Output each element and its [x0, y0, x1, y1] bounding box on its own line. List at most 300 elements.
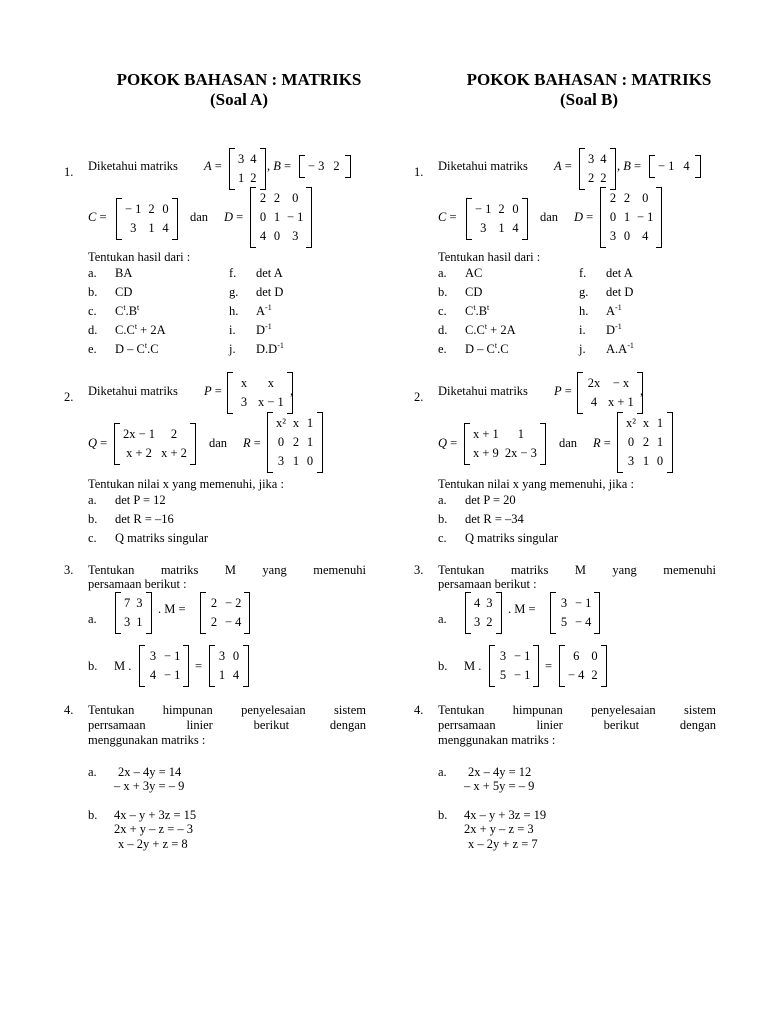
matrix-b [649, 155, 701, 178]
question-text: Tentukan himpunan penyelesaian sistem [438, 703, 716, 717]
item-text-part: .C [497, 342, 509, 356]
matrix-cell: 1 [148, 221, 155, 235]
math-label: Q = [88, 436, 108, 450]
item-text-part: Q matriks singular [465, 531, 559, 545]
matrix-cell: 3 [238, 152, 245, 166]
math-label: , [640, 384, 644, 398]
item-letter: d. [88, 323, 98, 337]
matrix-cell: x [642, 416, 650, 430]
item-letter: a. [88, 612, 97, 626]
matrix-cell: 2 [591, 668, 598, 682]
page-subtitle: (Soal B) [559, 90, 619, 109]
matrix-cell: 1 [517, 427, 524, 441]
math-label: C = [438, 210, 457, 224]
item-letter: b. [88, 512, 98, 526]
answer-item [606, 342, 634, 357]
question-number: 4. [64, 703, 74, 717]
item-superscript: t [484, 321, 488, 331]
item-superscript: t [487, 302, 490, 312]
math-label: P = [554, 384, 572, 398]
answer-item [115, 266, 132, 281]
item-text-part: D.D [256, 342, 278, 356]
item-superscript: -1 [627, 340, 634, 350]
answer-item [115, 304, 139, 319]
item-letter: i. [229, 323, 236, 337]
math-label: Q = [438, 436, 458, 450]
answer-item [465, 531, 558, 546]
matrix-cell: 2 [623, 191, 631, 205]
matrix-cell: 2 [250, 171, 257, 185]
question-text: menggunakan matriks : [438, 733, 556, 747]
matrix-q [114, 423, 196, 465]
answer-item [465, 493, 516, 508]
matrix-cell: 2 [292, 435, 300, 449]
answer-item [115, 531, 208, 546]
item-letter: h. [229, 304, 239, 318]
item-superscript: -1 [265, 321, 272, 331]
matrix-cell: x + 1 [608, 395, 634, 409]
matrix-cell: 3 [486, 596, 493, 610]
item-letter: e. [88, 342, 97, 356]
question-intro: Diketahui matriks [438, 384, 528, 398]
matrix-cell: 0 [162, 202, 169, 216]
item-text-part: det A [606, 266, 633, 280]
math-label: P = [204, 384, 222, 398]
item-text-part: det R = –34 [465, 512, 524, 526]
item-letter: b. [88, 659, 98, 673]
matrix-cell: 0 [656, 454, 664, 468]
item-text-part: .B [125, 304, 138, 318]
matrix-left [139, 645, 189, 687]
matrix-cell: 3 [609, 229, 617, 243]
answer-item [115, 342, 159, 357]
matrix-cell: 0 [627, 435, 635, 449]
item-letter: g. [229, 285, 239, 299]
matrix-cell: x + 9 [473, 446, 499, 460]
math-label: , B = [617, 159, 642, 173]
item-text-part: det D [606, 285, 634, 299]
item-superscript: t [494, 340, 498, 350]
item-letter: a. [438, 765, 447, 779]
matrix-cell: 0 [512, 202, 519, 216]
item-text-part: det A [256, 266, 283, 280]
item-letter: g. [579, 285, 589, 299]
item-letter: a. [88, 765, 97, 779]
question-number: 2. [64, 390, 74, 404]
answer-item [256, 342, 284, 357]
item-text-part: D [606, 323, 616, 337]
question-text: perrsamaan linier berikut dengan [88, 718, 366, 732]
matrix-cell: x − 1 [258, 395, 284, 409]
item-letter: j. [229, 342, 236, 356]
matrix-cell: 5 [499, 668, 507, 682]
matrix-cell: 3 [588, 152, 595, 166]
matrix-right [209, 645, 249, 687]
item-text-part: C [465, 304, 474, 318]
matrix-cell: 1 [623, 210, 631, 224]
answer-item [256, 304, 272, 319]
equation: – x + 5y = – 9 [464, 779, 535, 793]
equation: 2x + y – z = – 3 [114, 822, 194, 836]
matrix-cell: 3 [149, 649, 157, 663]
item-text-part: BA [115, 266, 133, 280]
matrix-cell: 4 [600, 152, 607, 166]
question-ask: Tentukan nilai x yang memenuhi, jika : [438, 477, 634, 491]
item-letter: d. [438, 323, 448, 337]
answer-item [256, 323, 272, 338]
matrix-cell: 1 [642, 454, 650, 468]
matrix-cell: − 4 [568, 668, 585, 682]
matrix-cell: x [240, 376, 248, 390]
matrix-cell: 1 [656, 435, 664, 449]
matrix-right [550, 592, 600, 634]
matrix-cell: 0 [642, 191, 649, 205]
matrix-cell: 1 [273, 210, 281, 224]
matrix-p [577, 372, 643, 414]
matrix-cell: − 1 [514, 649, 531, 663]
question-intro: Diketahui matriks [88, 159, 178, 173]
matrix-cell: 1 [292, 454, 300, 468]
question-number: 4. [414, 703, 424, 717]
matrix-d [250, 187, 312, 248]
matrix-cell: 3 [240, 395, 248, 409]
matrix-cell: − 2 [225, 596, 242, 610]
matrix-cell: 6 [573, 649, 580, 663]
matrix-d [600, 187, 662, 248]
item-letter: c. [88, 531, 97, 545]
item-letter: a. [88, 266, 97, 280]
matrix-cell: 2 [210, 615, 218, 629]
equation: 4x – y + 3z = 15 [114, 808, 197, 822]
matrix-cell: 3 [292, 229, 299, 243]
item-letter: b. [438, 659, 448, 673]
matrix-cell: 2 [273, 191, 281, 205]
dan-text: dan [559, 436, 578, 450]
question-text: persamaan berikut : [88, 577, 187, 591]
matrix-cell: 2 [642, 435, 650, 449]
matrix-c [466, 198, 528, 240]
matrix-cell: 3 [218, 649, 226, 663]
equation: x – 2y + z = 7 [468, 837, 538, 851]
matrix-cell: 2 [609, 191, 617, 205]
item-letter: b. [88, 808, 98, 822]
item-superscript: -1 [265, 302, 272, 312]
equation: 2x + y – z = 3 [464, 822, 534, 836]
item-superscript: t [473, 302, 476, 312]
matrix-cell: 2 [588, 171, 595, 185]
math-op: M . [464, 659, 482, 673]
item-superscript: t [134, 321, 138, 331]
matrix-cell: 1 [238, 171, 245, 185]
item-text-part: det P = 20 [465, 493, 516, 507]
math-label: R = [593, 436, 611, 450]
item-text-part: C.C [465, 323, 485, 337]
matrix-cell: 1 [498, 221, 505, 235]
question-number: 3. [414, 563, 424, 577]
matrix-cell: 3 [277, 454, 285, 468]
answer-item [465, 266, 482, 281]
matrix-r [617, 412, 673, 473]
question-ask: Tentukan hasil dari : [438, 250, 541, 264]
item-superscript: -1 [277, 340, 284, 350]
item-letter: b. [438, 808, 448, 822]
matrix-cell: 4 [259, 229, 267, 243]
matrix-cell: 4 [149, 668, 157, 682]
math-label: C = [88, 210, 107, 224]
item-text-part: D – C [465, 342, 495, 356]
matrix-left [465, 592, 502, 634]
matrix-cell: 4 [250, 152, 257, 166]
equation: x – 2y + z = 8 [118, 837, 188, 851]
question-text: perrsamaan linier berikut dengan [438, 718, 716, 732]
matrix-a [579, 148, 616, 190]
item-letter: i. [579, 323, 586, 337]
item-text-part: A [256, 304, 266, 318]
matrix-cell: 4 [162, 221, 169, 235]
matrix-cell: 2 [148, 202, 155, 216]
math-label: , [290, 384, 294, 398]
item-text-part: det P = 12 [115, 493, 166, 507]
answer-item [606, 323, 622, 338]
matrix-a [229, 148, 266, 190]
item-text-part: CD [465, 285, 483, 299]
item-letter: j. [579, 342, 586, 356]
matrix-left [489, 645, 539, 687]
matrix-cell: 3 [480, 221, 487, 235]
matrix-cell: 1 [306, 435, 314, 449]
matrix-cell: − 4 [575, 615, 592, 629]
matrix-left [115, 592, 152, 634]
answer-item [256, 285, 283, 300]
item-text-part: + 2A [487, 323, 516, 337]
item-text-part: A.A [606, 342, 628, 356]
matrix-cell: 2 [170, 427, 178, 441]
matrix-cell: 3 [474, 615, 481, 629]
answer-item [465, 304, 489, 319]
page-subtitle: (Soal A) [209, 90, 269, 109]
matrix-cell: − 3 [308, 159, 325, 173]
math-label: D = [574, 210, 594, 224]
matrix-cell: 2 [498, 202, 505, 216]
equation: 2x – 4y = 12 [468, 765, 532, 779]
matrix-cell: − 4 [225, 615, 242, 629]
matrix-cell: 0 [277, 435, 285, 449]
matrix-cell: 0 [609, 210, 617, 224]
matrix-cell: 2 [210, 596, 218, 610]
matrix-cell: 4 [232, 668, 240, 682]
item-text-part: D [256, 323, 266, 337]
item-text-part: det D [256, 285, 284, 299]
matrix-cell: − 1 [125, 202, 142, 216]
matrix-cell: 2x − 1 [123, 427, 156, 441]
question-intro: Diketahui matriks [88, 384, 178, 398]
item-text-part: + 2A [137, 323, 166, 337]
matrix-cell: x² [276, 416, 286, 430]
matrix-cell: x² [626, 416, 636, 430]
item-text-part: C.C [115, 323, 135, 337]
page-title: POKOK BAHASAN : MATRIKS [116, 70, 362, 89]
item-superscript: t [144, 340, 148, 350]
question-text: Tentukan matriks M yang memenuhi [88, 563, 366, 577]
matrix-cell: 0 [306, 454, 314, 468]
item-text-part: .C [147, 342, 159, 356]
matrix-cell: 1 [656, 416, 664, 430]
item-letter: h. [579, 304, 589, 318]
matrix-cell: x [267, 376, 275, 390]
question-number: 3. [64, 563, 74, 577]
dan-text: dan [209, 436, 228, 450]
matrix-cell: − 1 [658, 159, 675, 173]
item-letter: a. [438, 266, 447, 280]
question-number: 2. [414, 390, 424, 404]
item-superscript: t [123, 302, 126, 312]
item-superscript: -1 [615, 321, 622, 331]
matrix-cell: 1 [136, 615, 143, 629]
answer-item [115, 493, 166, 508]
matrix-cell: 2x − 3 [504, 446, 537, 460]
math-op: = [545, 659, 553, 673]
question-ask: Tentukan hasil dari : [88, 250, 191, 264]
matrix-right [200, 592, 250, 634]
matrix-cell: x + 2 [126, 446, 152, 460]
question-number: 1. [414, 165, 424, 179]
matrix-cell: 3 [124, 615, 131, 629]
matrix-cell: 0 [273, 229, 281, 243]
answer-item [606, 304, 622, 319]
equation: 2x – 4y = 14 [118, 765, 182, 779]
matrix-cell: 4 [512, 221, 519, 235]
matrix-cell: x [292, 416, 300, 430]
matrix-cell: 4 [642, 229, 649, 243]
item-letter: b. [88, 285, 98, 299]
question-text: Tentukan himpunan penyelesaian sistem [88, 703, 366, 717]
equation: – x + 3y = – 9 [114, 779, 185, 793]
dan-text: dan [190, 210, 209, 224]
matrix-cell: 4 [474, 596, 481, 610]
answer-item [115, 323, 166, 338]
matrix-cell: 0 [623, 229, 631, 243]
matrix-cell: x + 1 [473, 427, 499, 441]
matrix-cell: 3 [627, 454, 635, 468]
matrix-b [299, 155, 351, 178]
matrix-cell: 2 [486, 615, 493, 629]
question-ask: Tentukan nilai x yang memenuhi, jika : [88, 477, 284, 491]
item-text-part: C [115, 304, 124, 318]
item-superscript: -1 [615, 302, 622, 312]
matrix-r [267, 412, 323, 473]
item-text-part: AC [465, 266, 483, 280]
question-intro: Diketahui matriks [438, 159, 528, 173]
question-text: Tentukan matriks M yang memenuhi [438, 563, 716, 577]
equation: 4x – y + 3z = 19 [464, 808, 547, 822]
question-text: menggunakan matriks : [88, 733, 206, 747]
matrix-cell: 2 [600, 171, 607, 185]
item-letter: a. [88, 493, 97, 507]
matrix-cell: − 1 [514, 668, 531, 682]
matrix-cell: − 1 [287, 210, 304, 224]
math-op: M . [114, 659, 132, 673]
item-text-part: det R = –16 [115, 512, 174, 526]
matrix-cell: 5 [560, 615, 568, 629]
matrix-p [227, 372, 293, 414]
answer-item [606, 266, 633, 281]
item-letter: e. [438, 342, 447, 356]
answer-item [465, 285, 482, 300]
item-letter: f. [579, 266, 587, 280]
matrix-cell: 1 [218, 668, 226, 682]
answer-item [256, 266, 283, 281]
answer-item [465, 323, 516, 338]
matrix-cell: 4 [590, 395, 598, 409]
matrix-cell: 4 [683, 159, 690, 173]
page-title: POKOK BAHASAN : MATRIKS [466, 70, 712, 89]
item-letter: c. [88, 304, 97, 318]
item-letter: b. [438, 285, 448, 299]
answer-item [465, 342, 509, 357]
matrix-cell: − x [612, 376, 630, 390]
question-text: persamaan berikut : [438, 577, 537, 591]
math-label: A = [204, 159, 222, 173]
item-letter: c. [438, 304, 447, 318]
answer-item [115, 285, 132, 300]
matrix-cell: 2 [259, 191, 267, 205]
matrix-cell: 0 [232, 649, 240, 663]
answer-item [115, 512, 174, 527]
matrix-cell: 0 [591, 649, 598, 663]
item-text-part: D – C [115, 342, 145, 356]
matrix-cell: 0 [292, 191, 299, 205]
math-label: R = [243, 436, 261, 450]
math-label: D = [224, 210, 244, 224]
answer-item [465, 512, 524, 527]
item-letter: c. [438, 531, 447, 545]
item-superscript: t [137, 302, 140, 312]
math-label: A = [554, 159, 572, 173]
matrix-cell: 1 [306, 416, 314, 430]
question-number: 1. [64, 165, 74, 179]
matrix-cell: 7 [124, 596, 131, 610]
math-label: , B = [267, 159, 292, 173]
math-op: . M = [508, 602, 536, 616]
item-text-part: Q matriks singular [115, 531, 209, 545]
matrix-cell: 0 [259, 210, 267, 224]
matrix-cell: 3 [136, 596, 143, 610]
item-text-part: CD [115, 285, 133, 299]
matrix-cell: − 1 [164, 668, 181, 682]
matrix-cell: − 1 [637, 210, 654, 224]
matrix-cell: − 1 [164, 649, 181, 663]
item-text-part: A [606, 304, 616, 318]
matrix-cell: 3 [130, 221, 137, 235]
item-text-part: .B [475, 304, 488, 318]
matrix-right [559, 645, 607, 687]
math-op: . M = [158, 602, 186, 616]
matrix-q [464, 423, 546, 465]
matrix-cell: − 1 [475, 202, 492, 216]
matrix-cell: 2 [333, 159, 340, 173]
matrix-cell: 3 [499, 649, 507, 663]
matrix-cell: 3 [560, 596, 568, 610]
item-letter: b. [438, 512, 448, 526]
matrix-cell: − 1 [575, 596, 592, 610]
answer-item [606, 285, 633, 300]
item-letter: a. [438, 493, 447, 507]
item-letter: f. [229, 266, 237, 280]
item-letter: a. [438, 612, 447, 626]
math-op: = [195, 659, 203, 673]
matrix-cell: 2x [587, 376, 601, 390]
matrix-c [116, 198, 178, 240]
